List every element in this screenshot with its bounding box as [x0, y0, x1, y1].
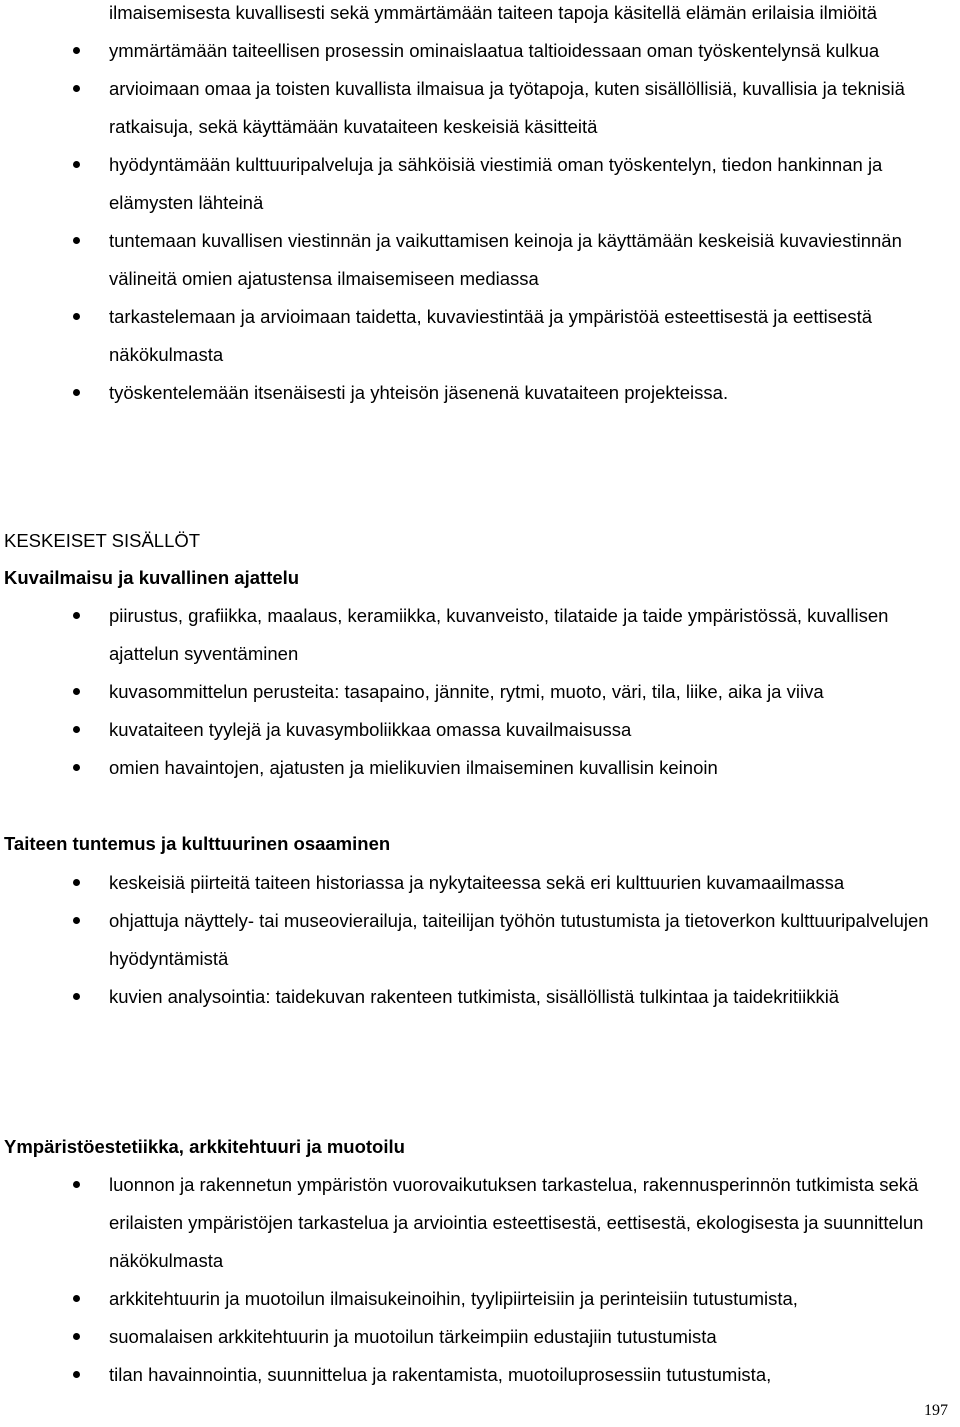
list-item: tarkastelemaan ja arvioimaan taidetta, kuvaviestintää ja ympäristöä esteettisestä ja eettisestä näkökulmasta [0, 298, 960, 374]
list-item: kuvien analysointia: taidekuvan rakenteen tutkimista, sisällöllistä tulkintaa ja taidekritiikkiä [0, 978, 960, 1016]
objectives-list-block [0, 0, 960, 412]
section-heading-kuvailmaisu: Kuvailmaisu ja kuvallinen ajattelu [4, 567, 300, 588]
list-item: kuvasommittelun perusteita: tasapaino, jännite, rytmi, muoto, väri, tila, liike, aika ja viiva [0, 673, 960, 711]
page-number: 197 [924, 1402, 948, 1419]
list-item: ymmärtämään taiteellisen prosessin ominaislaatua taltioidessaan oman työskentelynsä kulkua [0, 32, 960, 70]
list-item: suomalaisen arkkitehtuurin ja muotoilun tärkeimpiin edustajiin tutustumista [0, 1318, 960, 1356]
section-heading-taiteen-tuntemus: Taiteen tuntemus ja kulttuurinen osaaminen [4, 833, 391, 854]
section-list-block-taiteen-tuntemus [0, 864, 960, 1016]
list-item: arvioimaan omaa ja toisten kuvallista ilmaisua ja työtapoja, kuten sisällöllisiä, kuvallisia ja teknisiä ratkaisuja, sekä käyttämään kuvataiteen keskeisiä käsitteitä [0, 70, 960, 146]
list-item: omien havaintojen, ajatusten ja mielikuvien ilmaiseminen kuvallisin keinoin [0, 749, 960, 787]
list-item: arkkitehtuurin ja muotoilun ilmaisukeinoihin, tyylipiirteisiin ja perinteisiin tutustumista, [0, 1280, 960, 1318]
section-list [0, 597, 960, 787]
section-list-block-ymparistoestetiikka [0, 1166, 960, 1394]
list-item: keskeisiä piirteitä taiteen historiassa ja nykytaiteessa sekä eri kulttuurien kuvamaailmassa [0, 864, 960, 902]
section-list [0, 1166, 960, 1394]
section-list [0, 864, 960, 1016]
list-item-continuation: ilmaisemisesta kuvallisesti sekä ymmärtämään taiteen tapoja käsitellä elämän erilaisia ilmiöitä [109, 2, 878, 23]
list-item: tuntemaan kuvallisen viestinnän ja vaikuttamisen keinoja ja käyttämään keskeisiä kuvaviestinnän välineitä omien ajatustensa ilmaisemiseen mediassa [0, 222, 960, 298]
list-item: ohjattuja näyttely- tai museovierailuja, taiteilijan työhön tutustumista ja tietoverkon kulttuuripalvelujen hyödyntämistä [0, 902, 960, 978]
list-item: piirustus, grafiikka, maalaus, keramiikka, kuvanveisto, tilataide ja taide ympäristössä, kuvallisen ajattelun syventäminen [0, 597, 960, 673]
list-item: hyödyntämään kulttuuripalveluja ja sähköisiä viestimiä oman työskentelyn, tiedon hankinnan ja elämysten lähteinä [0, 146, 960, 222]
section-title: KESKEISET SISÄLLÖT [4, 530, 201, 551]
list-item: työskentelemään itsenäisesti ja yhteisön jäsenenä kuvataiteen projekteissa. [0, 374, 960, 412]
list-item: kuvataiteen tyylejä ja kuvasymboliikkaa omassa kuvailmaisussa [0, 711, 960, 749]
list-item: tilan havainnointia, suunnittelua ja rakentamista, muotoiluprosessiin tutustumista, [0, 1356, 960, 1394]
list-item: luonnon ja rakennetun ympäristön vuorovaikutuksen tarkastelua, rakennusperinnön tutkimista sekä erilaisten ympäristöjen tarkastelua ja arviointia esteettisestä, eettisestä, ekologisesta ja suunnittelun näkökulmasta [0, 1166, 960, 1280]
objectives-list [0, 32, 960, 412]
section-list-block-kuvailmaisu [0, 597, 960, 787]
section-heading-ymparistoestetiikka: Ympäristöestetiikka, arkkitehtuuri ja muotoilu [4, 1136, 405, 1157]
